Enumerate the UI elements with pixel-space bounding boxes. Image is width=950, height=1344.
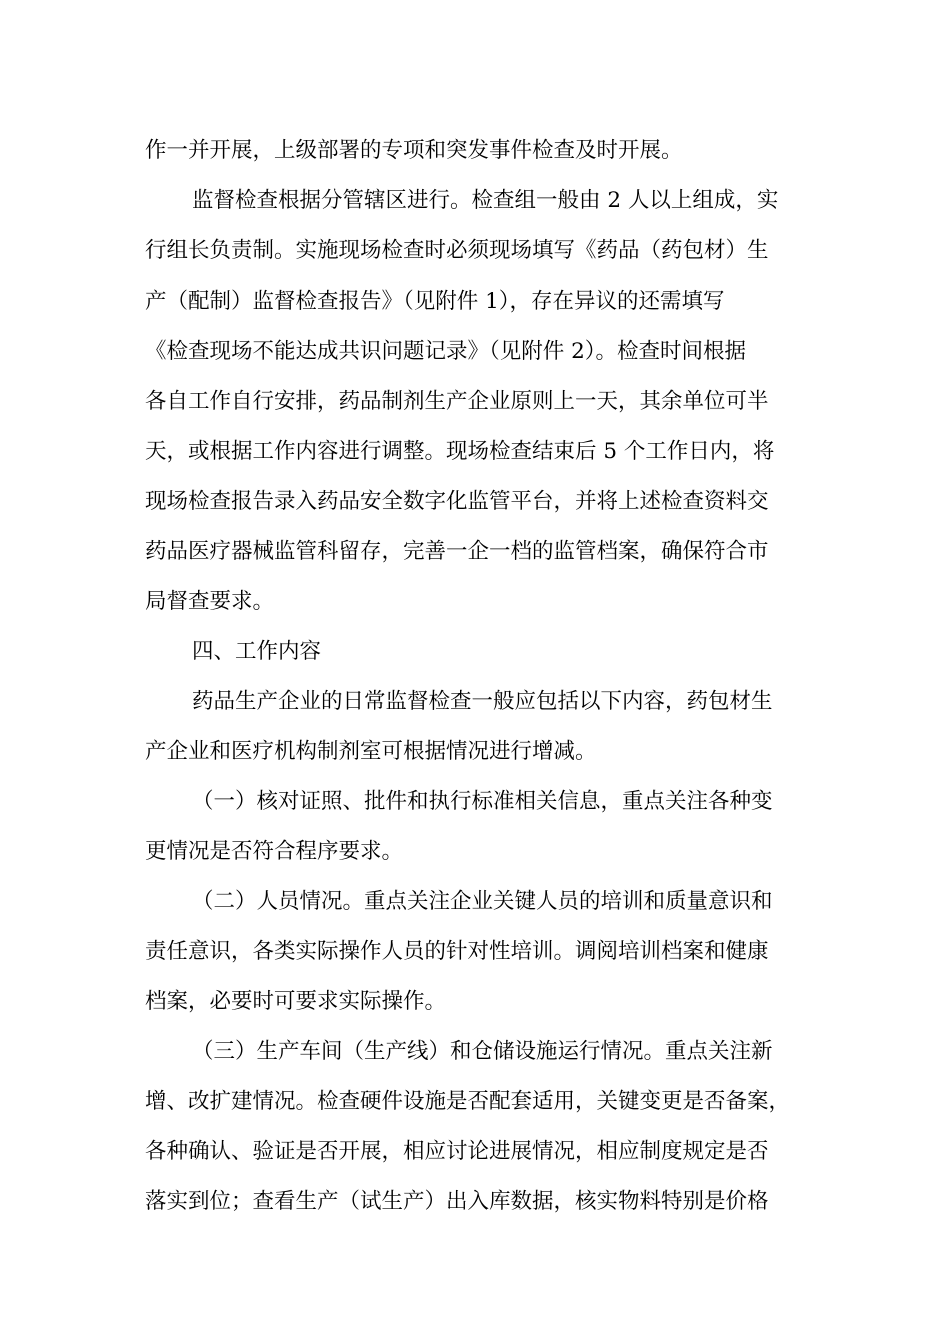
paragraph-start-line: 药品生产企业的日常监督检查一般应包括以下内容，药包材生 [192,689,773,714]
text-line: 作一并开展，上级部署的专项和突发事件检查及时开展。 [145,138,683,163]
text-line: 药品医疗器械监管科留存，完善一企一档的监管档案，确保符合市 [145,539,769,564]
text-line: 档案，必要时可要求实际操作。 [145,989,447,1014]
text-line: 产企业和医疗机构制剂室可根据情况进行增减。 [145,739,597,764]
text-line: 行组长负责制。实施现场检查时必须现场填写《药品（药包材）生 [145,238,769,263]
text-line: 落实到位；查看生产（试生产）出入库数据，核实物料特别是价格 [145,1189,769,1214]
text-line: 产（配制）监督检查报告》（见附件 1），存在异议的还需填写 [145,289,725,314]
paragraph-start-line: （二）人员情况。重点关注企业关键人员的培训和质量意识和 [192,889,773,914]
text-line: 增、改扩建情况。检查硬件设施是否配套适用，关键变更是否备案， [145,1089,791,1114]
paragraph-start-line: （三）生产车间（生产线）和仓储设施运行情况。重点关注新 [192,1039,773,1064]
text-line: 各种确认、验证是否开展，相应讨论进展情况，相应制度规定是否 [145,1139,769,1164]
text-line: 各自工作自行安排，药品制剂生产企业原则上一天，其余单位可半 [145,389,769,414]
text-line: 现场检查报告录入药品安全数字化监管平台，并将上述检查资料交 [145,489,769,514]
text-line: 责任意识，各类实际操作人员的针对性培训。调阅培训档案和健康 [145,939,769,964]
section-heading: 四、工作内容 [192,639,322,664]
text-line: 《检查现场不能达成共识问题记录》（见附件 2）。检查时间根据 [145,339,747,364]
paragraph-start-line: （一）核对证照、批件和执行标准相关信息，重点关注各种变 [192,789,773,814]
paragraph-start-line: 监督检查根据分管辖区进行。检查组一般由 2 人以上组成，实 [192,188,779,213]
text-line: 天，或根据工作内容进行调整。现场检查结束后 5 个工作日内，将 [145,439,775,464]
text-line: 更情况是否符合程序要求。 [145,839,404,864]
text-line: 局督查要求。 [145,589,275,614]
